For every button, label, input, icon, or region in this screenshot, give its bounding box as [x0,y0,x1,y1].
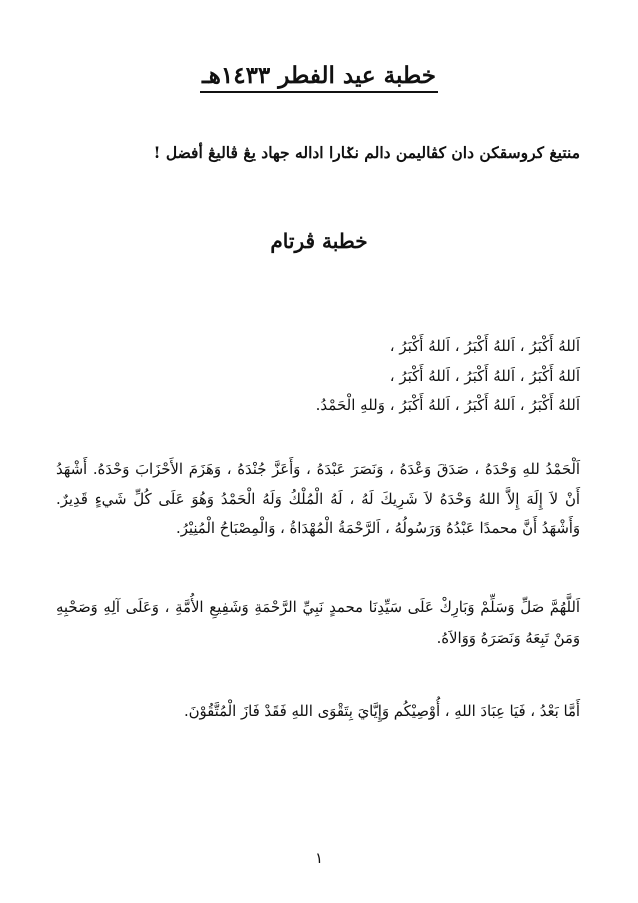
takbir-block [60,332,580,421]
document-subtitle: منتيغ كروسقكن دان كڤاليمن دالم نݢارا اداله جهاد يڠ ڤاليڠ أفضل ! [153,143,580,162]
paragraph-hamd: اَلْحَمْدُ للهِ وَحْدَهُ ، صَدَقَ وَعْدَهُ ، وَنَصَرَ عَبْدَهُ ، وَأَعَزَّ جُنْدَهُ ، وَهَزَمَ الأَحْزَابَ وَحْدَهُ. أَشْهَدُ أَنْ لاَ إِلَهَ إِلاَّ اللهُ وَحْدَهُ لاَ شَرِيكَ لَهُ ، لَهُ الْمُلْكُ وَلَهُ الْحَمْدُ وَهُوَ عَلَى كُلِّ شَيءٍ قَدِيرٌ. وَأَشْهَدُ أَنَّ محمدًا عَبْدُهُ وَرَسُولُهُ ، اَلرَّحْمَةُ الْمُهْدَاةُ ، وَالْمِصْبَاحُ الْمُنِيْرُ. [56,461,580,537]
takbir-line: اَللهُ أَكْبَرُ ، اَللهُ أَكْبَرُ ، اَللهُ أَكْبَرُ ، [389,337,580,355]
paragraph-salawat: اَللَّهُمَّ صَلِّ وَسَلِّمْ وَبَارِكْ عَلَى سَيِّدِنَا محمدٍ نَبِيِّ الرَّحْمَةِ وَشَفِيعِ الأُمَّةِ ، وَعَلَى آلِهِ وَصَحْبِهِ وَمَنْ تَبِعَهُ وَنَصَرَهُ وَوَالاَهُ. [56,599,580,647]
page-number: ١ [314,849,324,867]
paragraph-amma-badu: أَمَّا بَعْدُ ، فَيَا عِبَادَ اللهِ ، أُوْصِيْكُم وَإِيَّايَ بِتَقْوَى اللهِ فَقَدْ فَازَ الْمُتَّقُوْنَ. [183,703,580,720]
document-title-text: خطبة عيد الفطر ١٤٣٣هـ [200,62,438,93]
takbir-line: اَللهُ أَكْبَرُ ، اَللهُ أَكْبَرُ ، اَللهُ أَكْبَرُ ، وَللهِ الْحَمْدُ. [315,396,580,414]
section-heading: خطبة ڤرتام [270,229,368,253]
document-title [0,62,638,89]
takbir-line: اَللهُ أَكْبَرُ ، اَللهُ أَكْبَرُ ، اَللهُ أَكْبَرُ ، [389,366,580,385]
